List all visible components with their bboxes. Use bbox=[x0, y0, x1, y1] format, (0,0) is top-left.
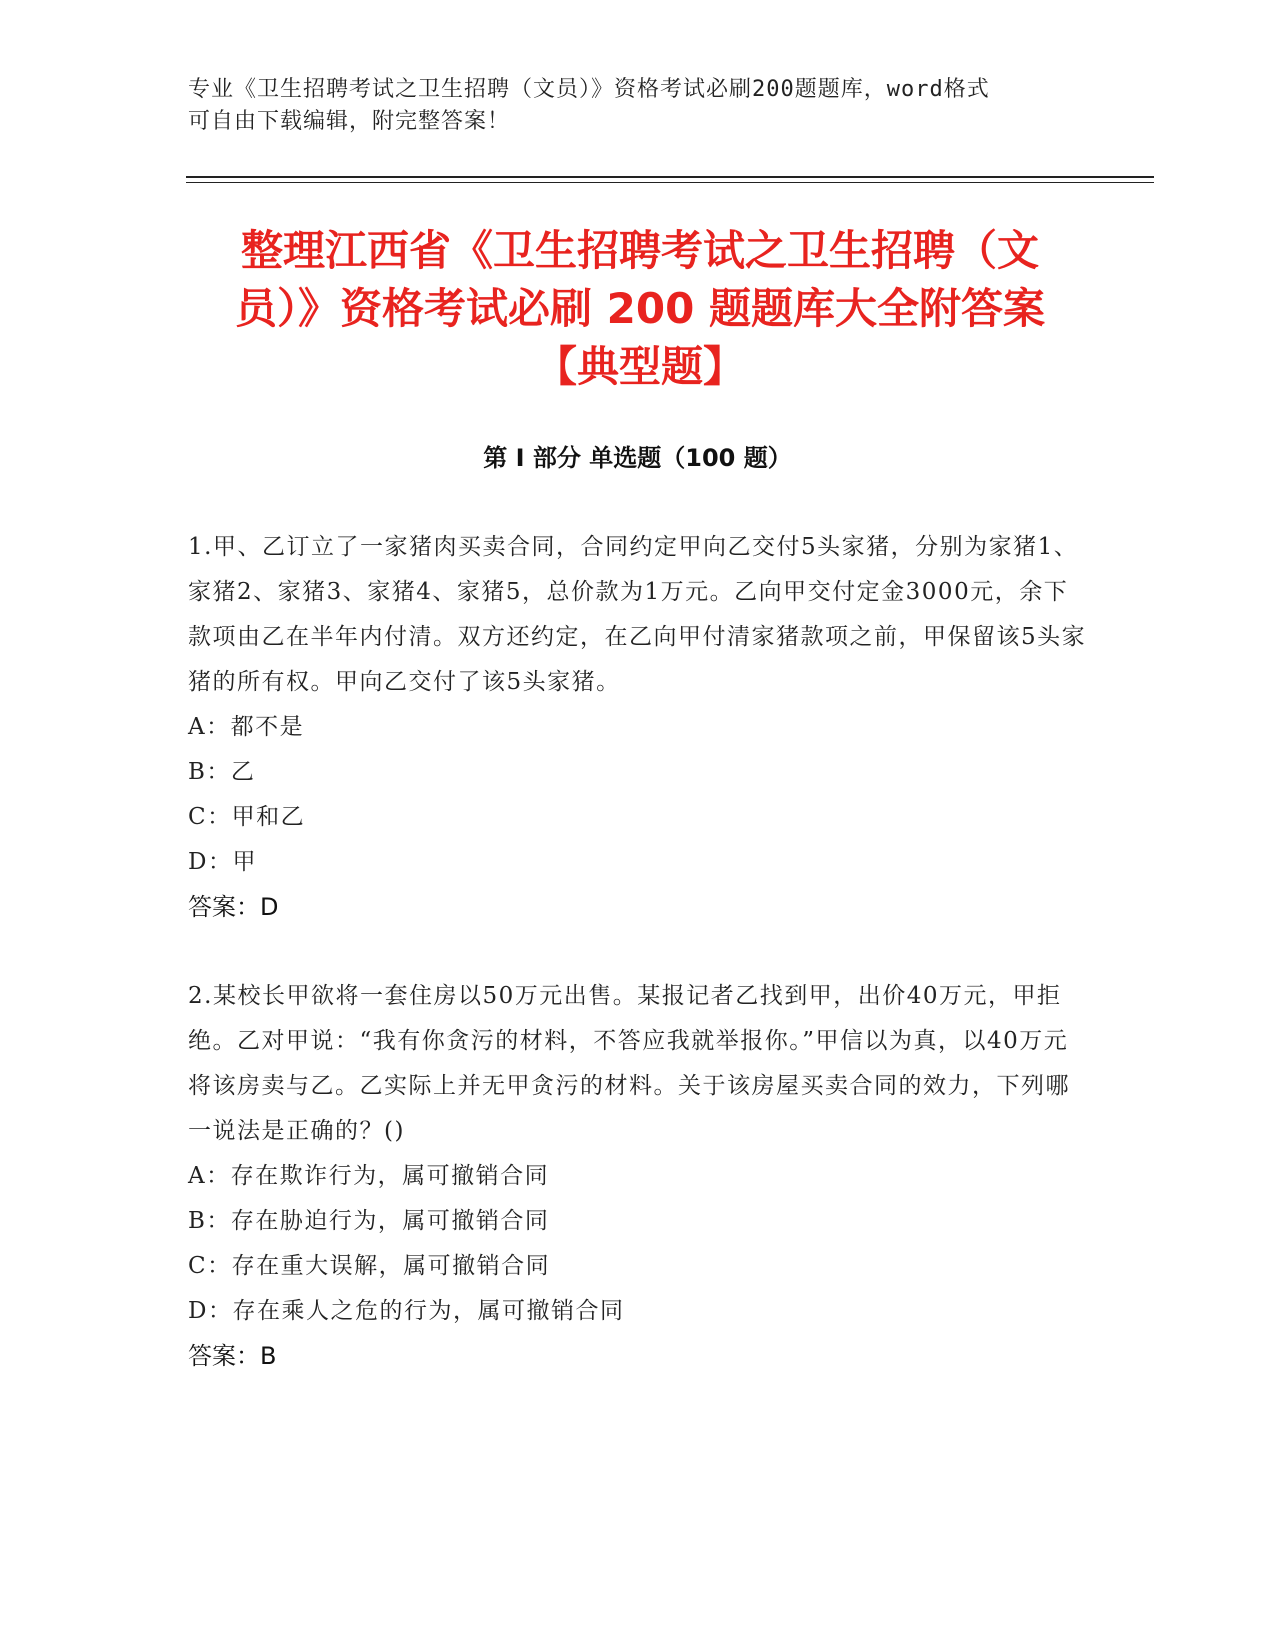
option-c: C：存在重大误解，属可撤销合同 bbox=[188, 1253, 551, 1279]
option-d: D：甲 bbox=[188, 849, 257, 875]
option-a: A：都不是 bbox=[188, 714, 305, 740]
option-a: A：存在欺诈行为，属可撤销合同 bbox=[188, 1163, 550, 1189]
title-line-1: 整理江西省《卫生招聘考试之卫生招聘（文 bbox=[240, 226, 1039, 275]
title-line-2: 员）》资格考试必刷 200 题题库大全附答案 bbox=[235, 284, 1045, 333]
question-stem: 2.某校长甲欲将一套住房以50万元出售。某报记者乙找到甲，出价40万元，甲拒绝。乙对甲说：“我有你贪污的材料，不答应我就举报你。”甲信以为真，以40万元将该房卖与乙。乙实际上并无甲贪污的材料。关于该房屋买卖合同的效力，下列哪一说法是正确的？() bbox=[188, 983, 1070, 1144]
title-line-3: 【典型题】 bbox=[534, 342, 745, 391]
question-2 bbox=[188, 974, 1088, 1379]
option-b: B：存在胁迫行为，属可撤销合同 bbox=[188, 1208, 550, 1234]
answer: 答案：D bbox=[188, 893, 279, 921]
answer: 答案：B bbox=[188, 1342, 277, 1370]
option-c: C：甲和乙 bbox=[188, 804, 306, 830]
option-b: B：乙 bbox=[188, 759, 256, 785]
header-divider-thin bbox=[186, 182, 1154, 183]
intro-line-1: 专业《卫生招聘考试之卫生招聘（文员）》资格考试必刷200题题库，word格式 bbox=[188, 77, 990, 102]
question-stem: 1.甲、乙订立了一家猪肉买卖合同，合同约定甲向乙交付5头家猪，分别为家猪1、家猪2、家猪3、家猪4、家猪5，总价款为1万元。乙向甲交付定金3000元，余下款项由乙在半年内付清。双方还约定，在乙向甲付清家猪款项之前，甲保留该5头家猪的所有权。甲向乙交付了该5头家猪。 bbox=[188, 534, 1087, 695]
question-1 bbox=[188, 525, 1088, 930]
section-heading: 第 I 部分 单选题（100 题） bbox=[483, 444, 792, 472]
intro-text bbox=[188, 74, 1068, 138]
option-d: D：存在乘人之危的行为，属可撤销合同 bbox=[188, 1298, 625, 1324]
document-title bbox=[190, 222, 1090, 396]
question-list bbox=[188, 525, 1088, 1423]
intro-line-2: 可自由下载编辑，附完整答案！ bbox=[188, 109, 511, 134]
header-divider-thick bbox=[186, 176, 1154, 178]
